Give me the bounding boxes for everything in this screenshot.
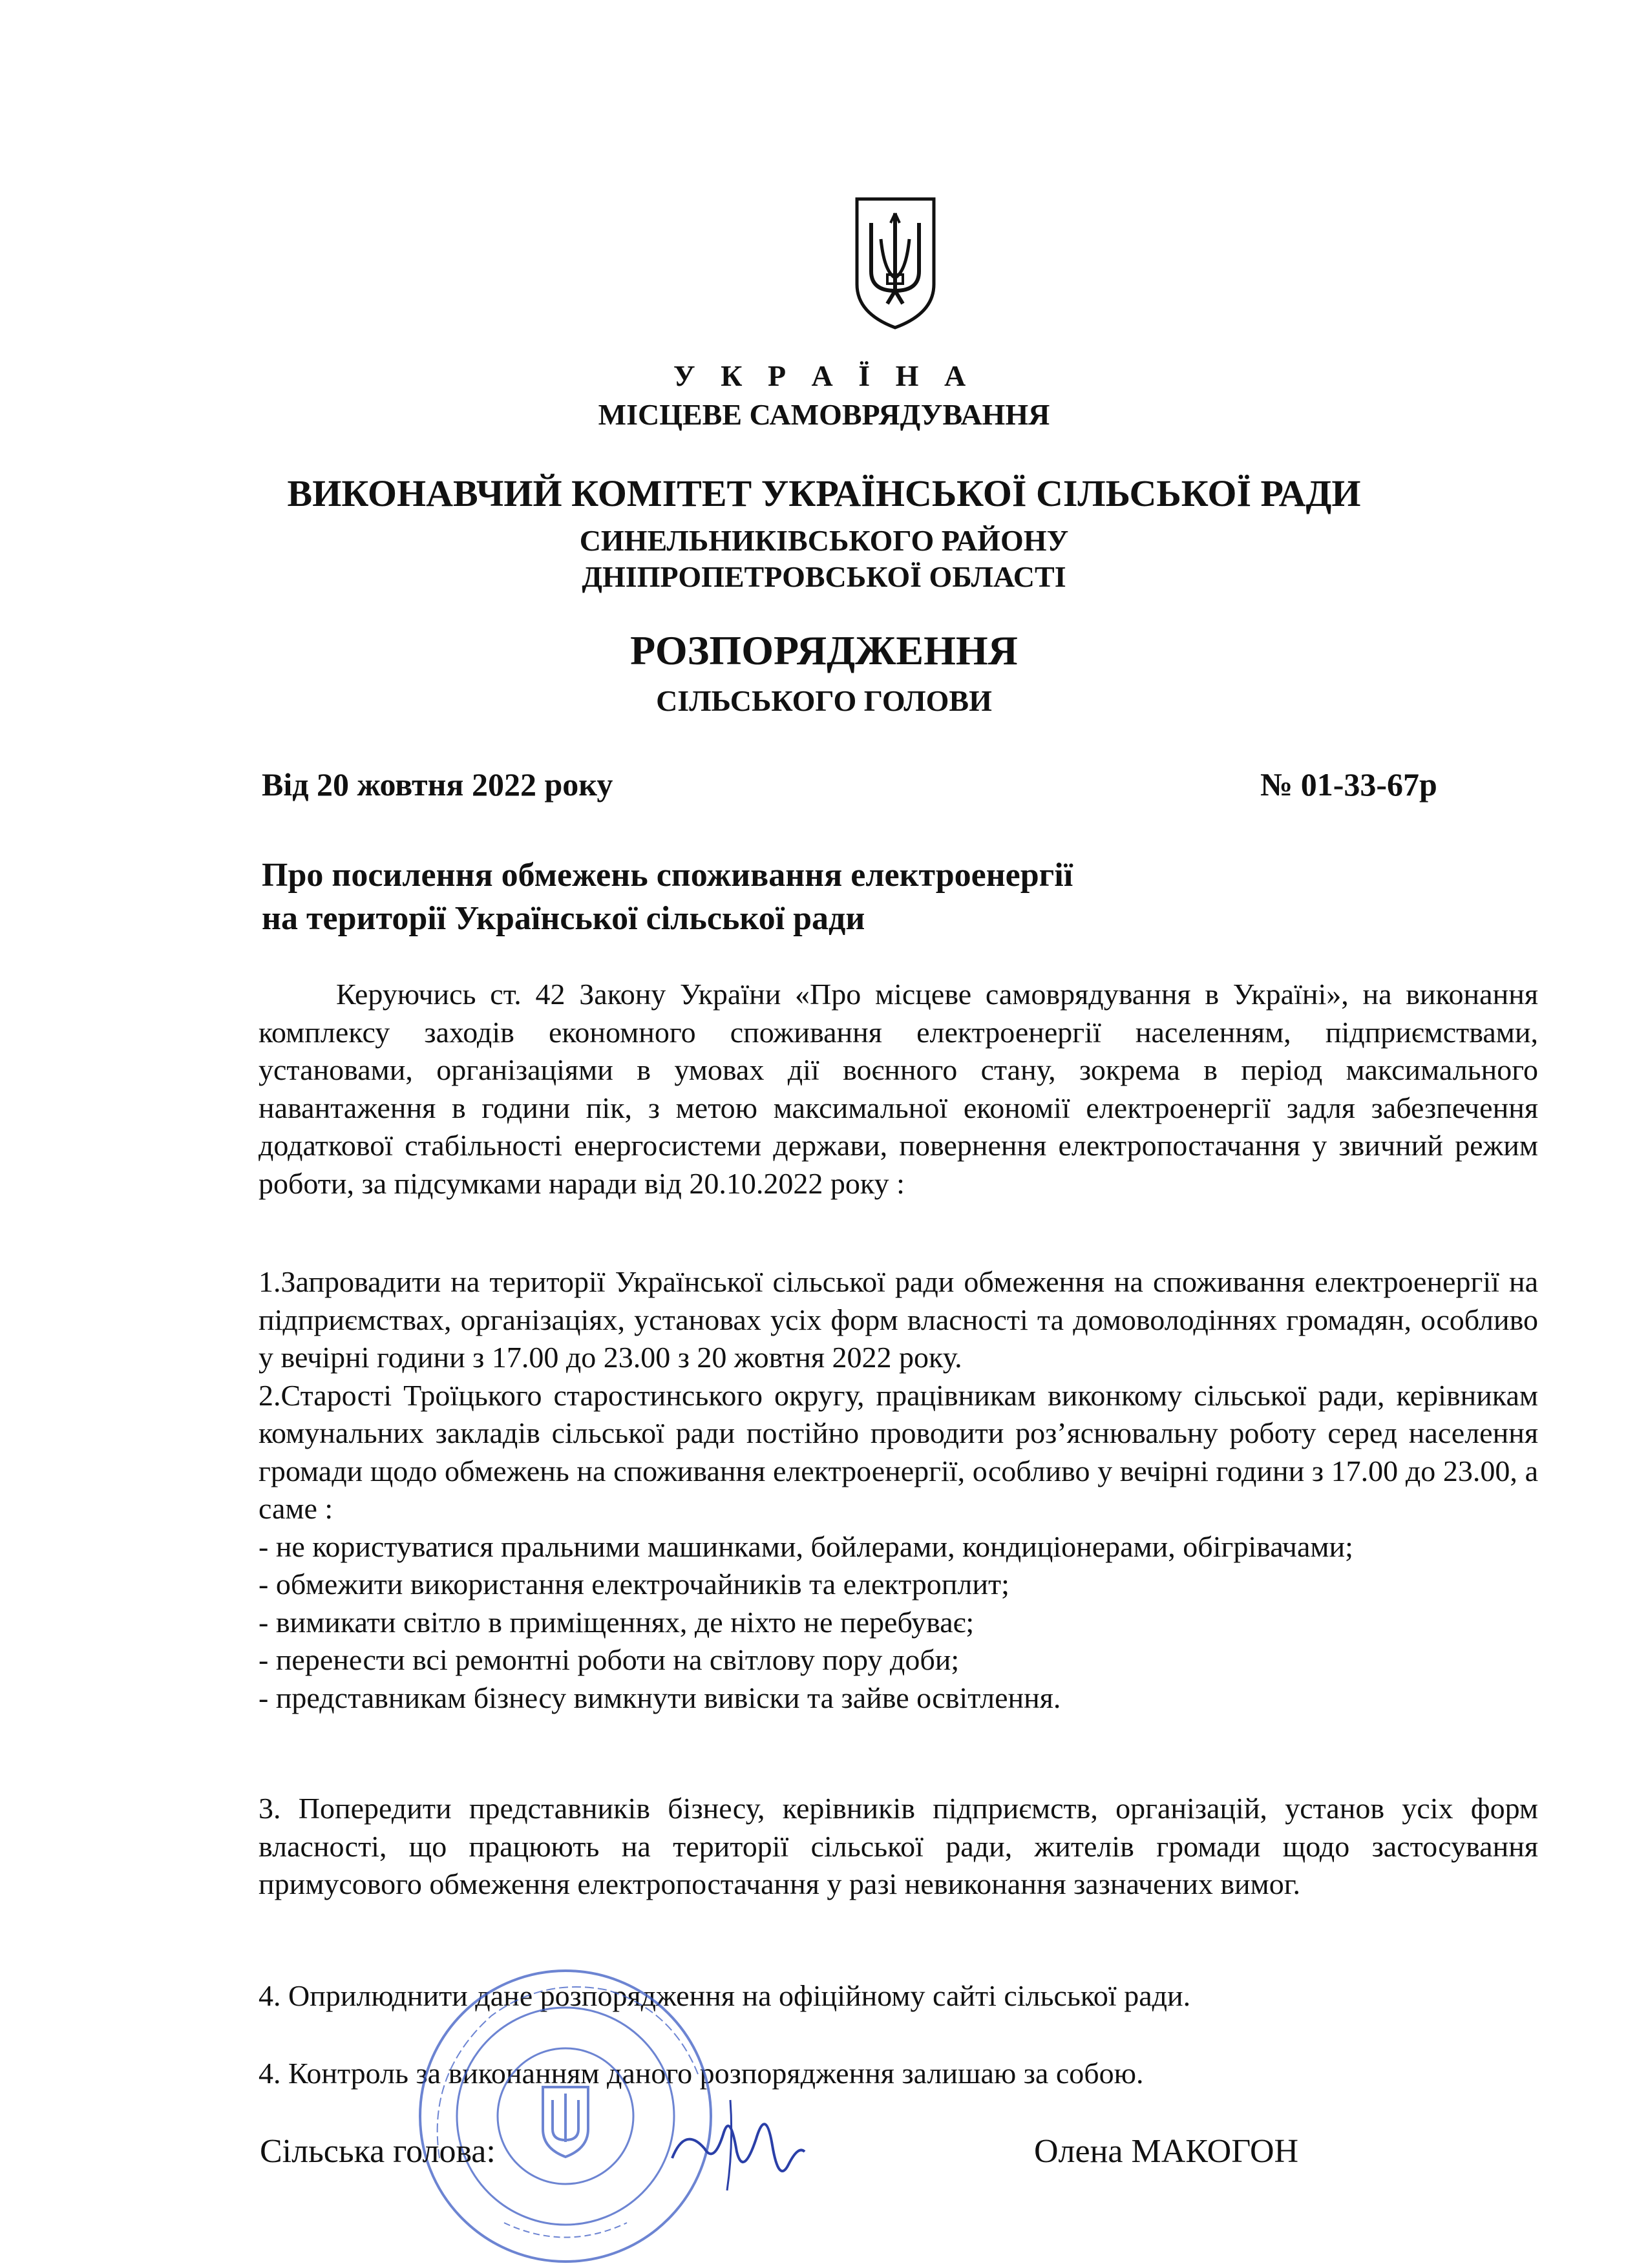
bullet-item: - не користуватися пральними машинками, бойлерами, кондиціонерами, обігрівачами; (259, 1529, 1353, 1563)
bullet-item: - вимикати світло в приміщеннях, де ніхто не перебуває; (259, 1605, 975, 1639)
document-type-heading: РОЗПОРЯДЖЕННЯ (630, 627, 1018, 673)
bullet-item: - обмежити використання електрочайників та електроплит; (259, 1568, 1009, 1601)
handwritten-signature (659, 2087, 808, 2197)
trident-coat-of-arms-icon (852, 194, 939, 333)
bullet-item: - перенести всі ремонтні роботи на світлову пору доби; (259, 1643, 960, 1676)
point-3: 3. Попередити представників бізнесу, керівників підприємств, організацій, установ усіх форм власності, що працюють на території сільської ради, жителів громади щодо застосування примусового обмеження електропостачання у разі невиконання зазначених вимог. (259, 1792, 1538, 1900)
signatory-name: Олена МАКОГОН (1034, 2133, 1299, 2170)
point-1: 1.Запровадити на території Української сільської ради обмеження на споживання електроенергії на підприємствах, організаціях, установах усіх форм власності та домоволодіннях громадян, особливо у вечірні години з 17.00 до 23.00 з 20 жовтня 2022 року. (259, 1265, 1538, 1374)
document-date: Від 20 жовтня 2022 року (262, 766, 613, 803)
point-4-publish: 4. Оприлюднити дане розпорядження на офіційному сайті сільської ради. (259, 1979, 1191, 2012)
district-heading: СИНЕЛЬНИКІВСЬКОГО РАЙОНУ (579, 524, 1069, 557)
bullet-item: - представникам бізнесу вимкнути вивіски та зайве освітлення. (259, 1681, 1061, 1714)
oblast-heading: ДНІПРОПЕТРОВСЬКОЇ ОБЛАСТІ (582, 560, 1066, 593)
point-4-control: 4. Контроль за виконанням даного розпорядження залишаю за собою. (259, 2057, 1144, 2090)
government-type-heading: МІСЦЕВЕ САМОВРЯДУВАННЯ (598, 398, 1050, 431)
committee-heading: ВИКОНАВЧИЙ КОМІТЕТ УКРАЇНСЬКОЇ СІЛЬСЬКОЇ РАДИ (287, 472, 1361, 514)
points-block (259, 1263, 1538, 1717)
country-heading: У К Р А Ї Н А (673, 359, 975, 392)
issuer-heading: СІЛЬСЬКОГО ГОЛОВИ (656, 684, 992, 717)
intro-paragraph: Керуючись ст. 42 Закону України «Про місцеве самоврядування в Україні», на виконання комплексу заходів економного споживання електроенергії населенням, підприємствами, установами, організаціями в умовах дії воєнного стану, зокрема в період максимального навантаження в години пік, з метою максимальної економії електроенергії задля забезпечення додаткової стабільності енергосистеми держави, повернення електропостачання у звичний режим роботи, за підсумками наради від 20.10.2022 року : (259, 978, 1538, 1200)
signatory-role: Сільська голова: (260, 2133, 496, 2170)
point-2: 2.Старості Троїцького старостинського округу, працівникам виконкому сільської ради, керівникам комунальних закладів сільської ради постійно проводити роз’яснювальну роботу серед населення громади щодо обмежень на споживання електроенергії, особливо у вечірні години з 17.00 до 23.00, а саме : (259, 1378, 1538, 1525)
document-number: № 01-33-67р (1260, 766, 1437, 803)
document-title-line-1: Про посилення обмежень споживання електроенергії (262, 857, 1073, 894)
document-title-line-2: на території Української сільської ради (262, 900, 865, 937)
